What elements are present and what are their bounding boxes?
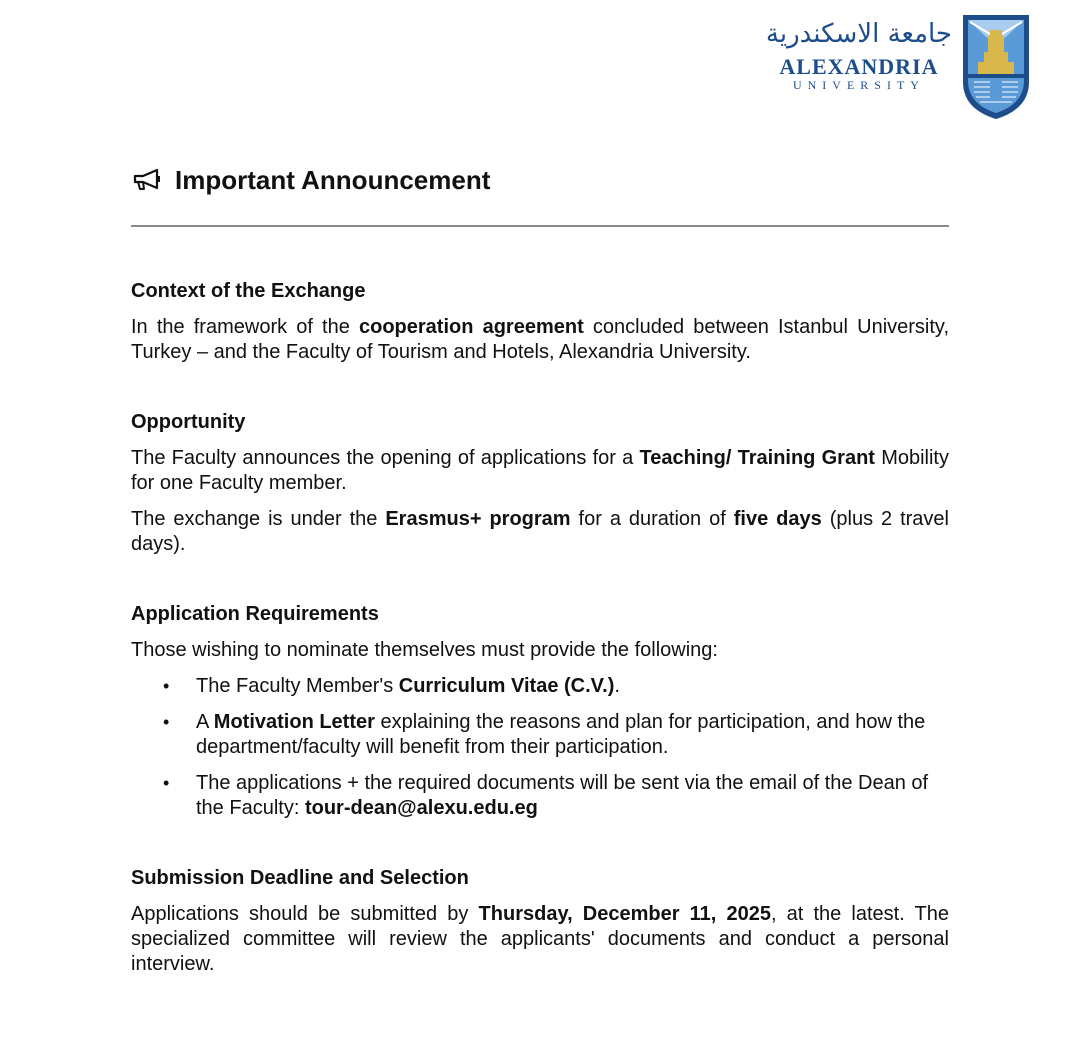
- text-run: Mobility for one Faculty member.: [131, 447, 949, 494]
- section-deadline: [131, 866, 949, 977]
- bullet-icon: •: [163, 773, 170, 793]
- requirements-intro: Those wishing to nominate themselves must provide the following:: [131, 639, 718, 661]
- list-item: [131, 710, 949, 760]
- bold-run: Motivation Letter: [213, 711, 375, 733]
- opportunity-paragraph-2: [131, 507, 949, 557]
- announcement-content: [131, 279, 949, 1022]
- text-run: The exchange is under the: [131, 508, 386, 530]
- title-divider: [131, 225, 949, 227]
- text-run: , at the latest. The specialized committee will review the applicants' documents and conduct a personal interview.: [131, 903, 950, 975]
- logo-university-word: UNIVERSITY: [792, 78, 925, 92]
- megaphone-icon: [131, 168, 163, 192]
- bold-run: Teaching/ Training Grant: [639, 447, 875, 469]
- page-title: Important Announcement: [175, 165, 491, 195]
- section-requirements: [131, 602, 949, 821]
- deadline-paragraph: [131, 902, 949, 977]
- section-heading: Application Requirements: [131, 603, 379, 625]
- logo-english-name: ALEXANDRIA: [779, 54, 939, 79]
- opportunity-paragraph-1: [131, 446, 949, 496]
- text-run: (plus 2 travel days).: [131, 508, 949, 555]
- lighthouse-emblem-icon: [960, 12, 1032, 120]
- section-opportunity: [131, 410, 949, 557]
- requirements-list: [131, 674, 949, 821]
- list-item: [131, 771, 949, 821]
- bold-run: Curriculum Vitae (C.V.): [398, 675, 615, 697]
- text-run: for a duration of: [570, 508, 734, 530]
- text-run: .: [614, 675, 620, 697]
- bold-run: five days: [733, 508, 822, 530]
- text-run: concluded between Istanbul University, Turkey – and the Faculty of Tourism and Hotels, Alexandria University.: [131, 316, 949, 363]
- university-logo: [766, 12, 1032, 120]
- logo-text: [766, 16, 952, 92]
- bold-run: Erasmus+ program: [385, 508, 571, 530]
- section-heading: Submission Deadline and Selection: [131, 867, 469, 889]
- text-run: explaining the reasons and plan for participation, and how the department/faculty will benefit from their participation.: [196, 711, 926, 758]
- text-run: The applications + the required documents will be sent via the email of the Dean of the Faculty:: [196, 772, 929, 819]
- text-run: Applications should be submitted by: [131, 903, 479, 925]
- bold-run: cooperation agreement: [359, 316, 584, 338]
- list-item: [131, 674, 949, 699]
- text-run: A: [196, 711, 214, 733]
- section-heading: Context of the Exchange: [131, 280, 366, 302]
- text-run: The Faculty announces the opening of applications for a: [131, 447, 640, 469]
- announcement-title-row: [131, 165, 490, 195]
- deadline-date: Thursday, December 11, 2025: [478, 903, 771, 925]
- context-paragraph: [131, 315, 949, 365]
- text-run: In the framework of the: [131, 316, 359, 338]
- logo-arabic-name: جامعة الاسكندرية: [765, 19, 952, 49]
- dean-email: tour-dean@alexu.edu.eg: [304, 797, 538, 819]
- bullet-icon: •: [163, 676, 170, 696]
- section-heading: Opportunity: [131, 411, 246, 433]
- text-run: The Faculty Member's: [196, 675, 399, 697]
- bullet-icon: •: [163, 712, 170, 732]
- section-context: [131, 279, 949, 365]
